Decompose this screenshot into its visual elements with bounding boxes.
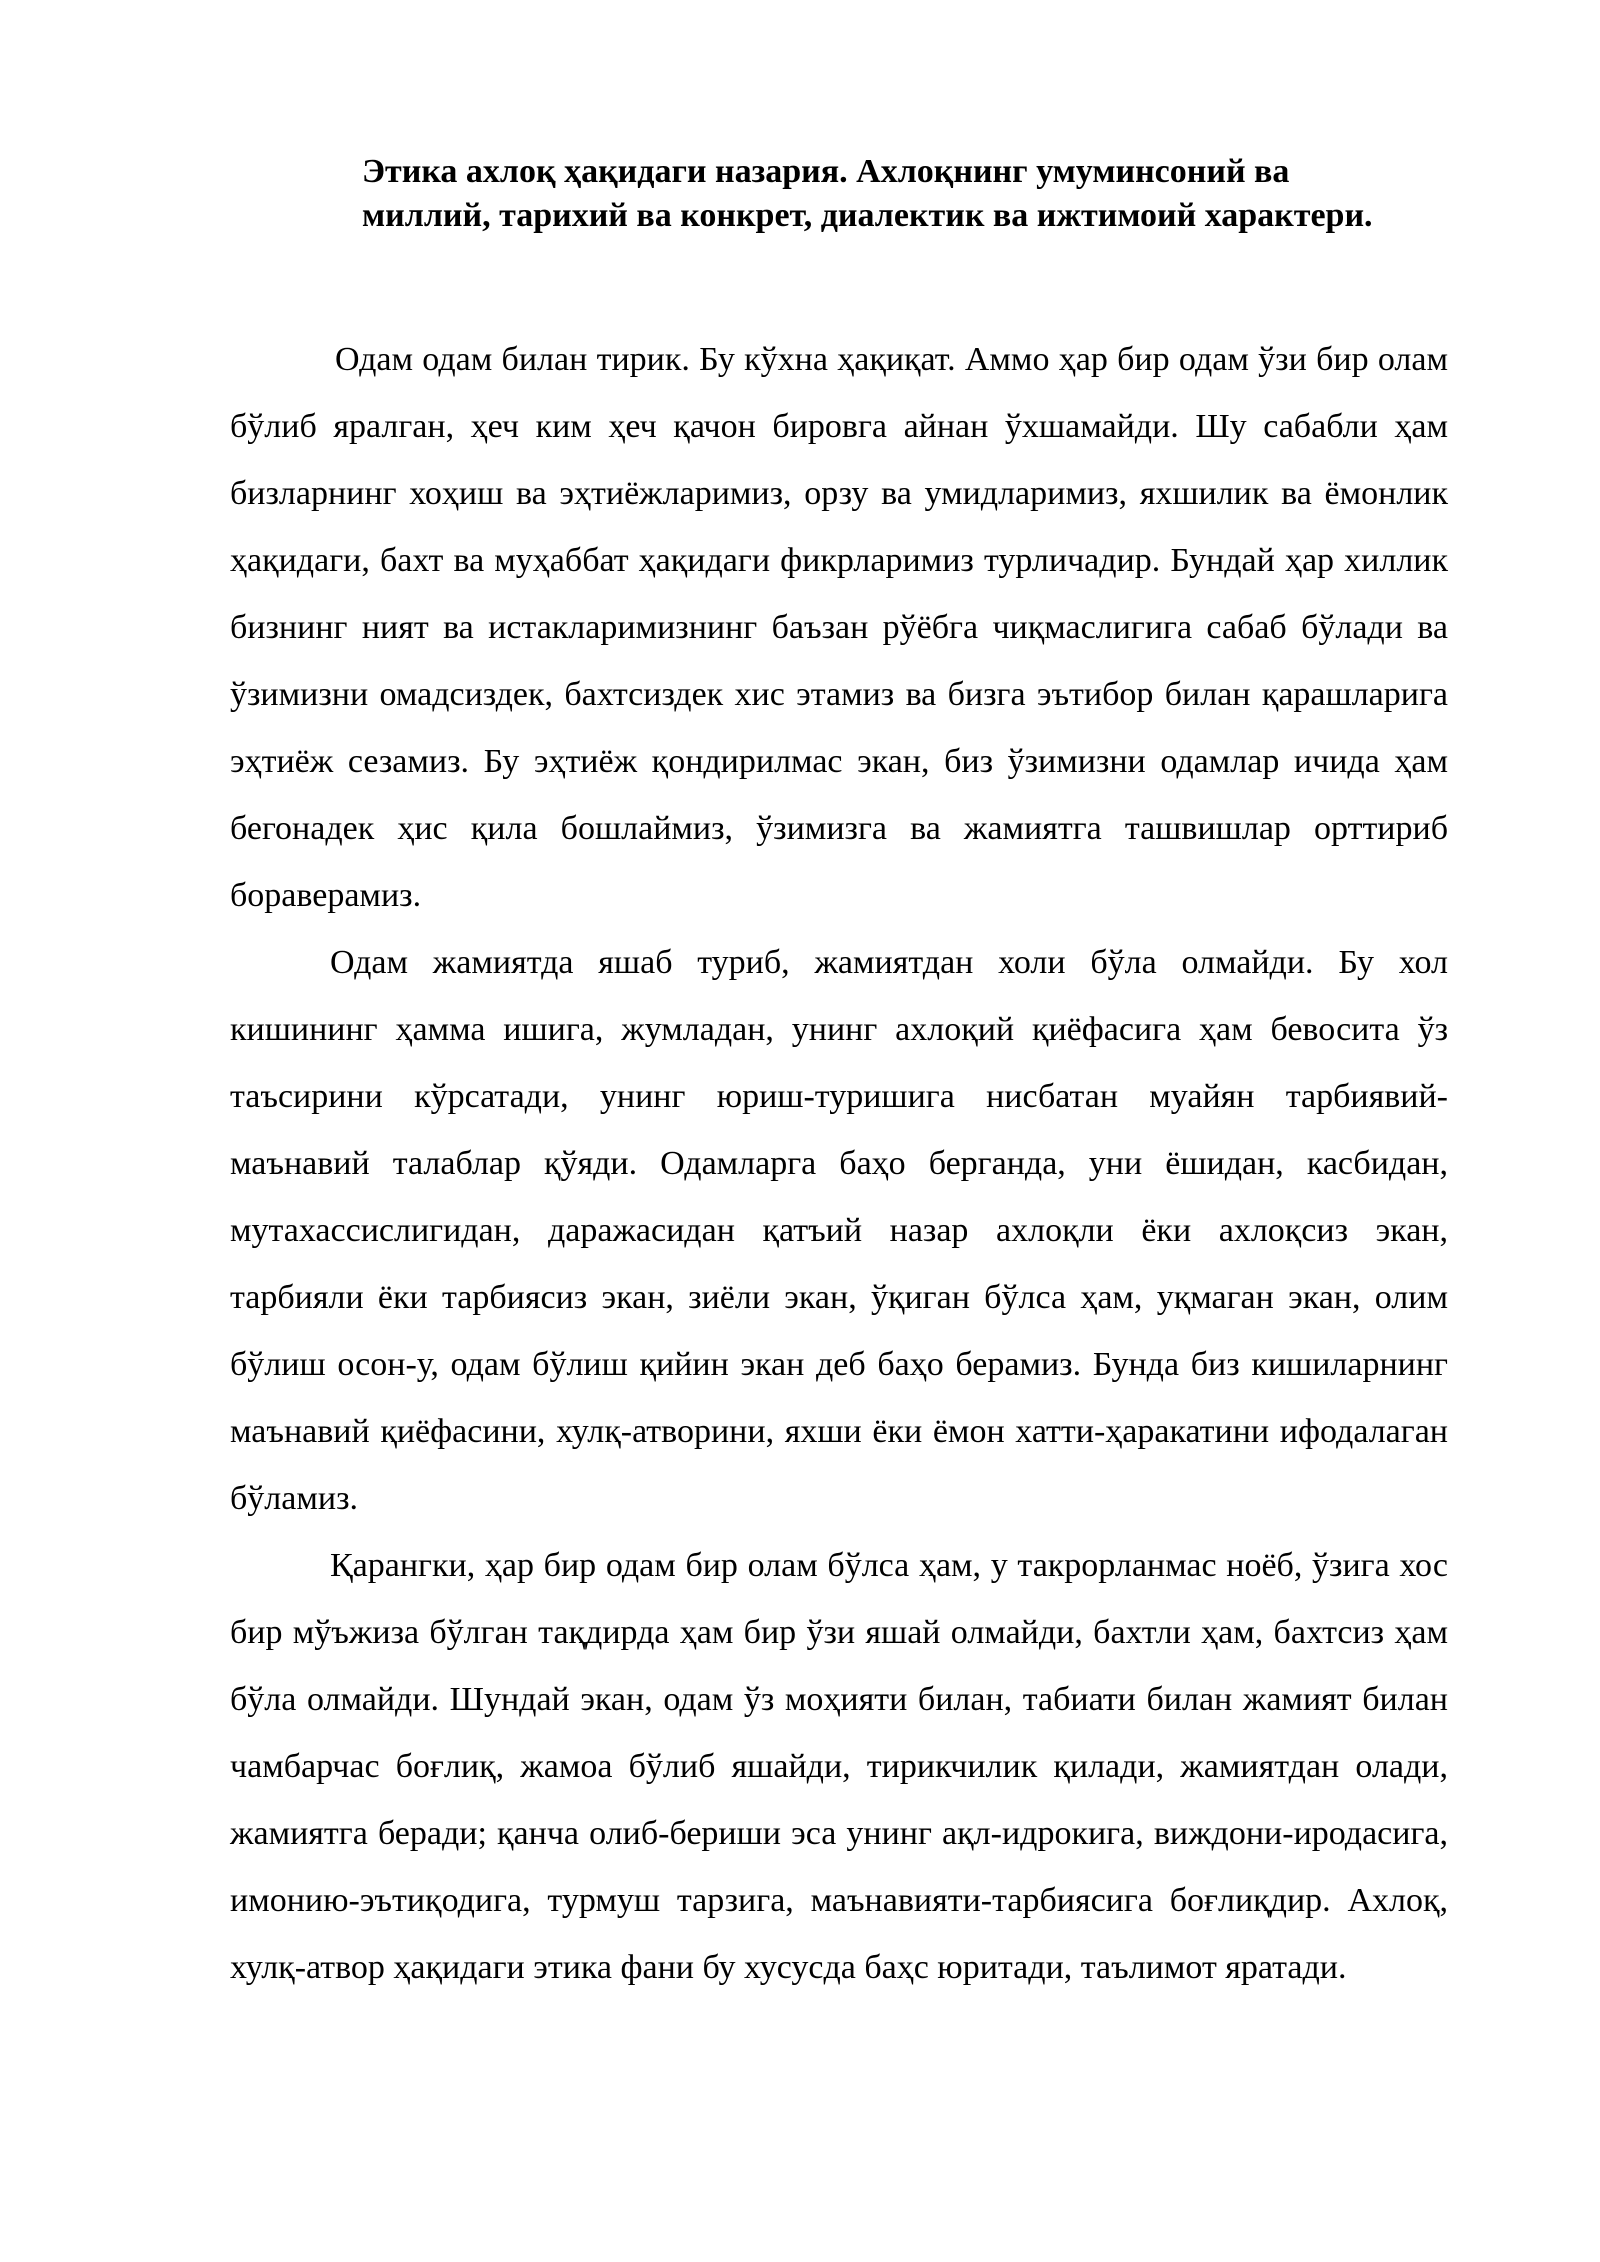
title-line-2: миллий, тарихий ва конкрет, диалектик ва ижтимоий характери. [362,197,1373,234]
document-title [362,150,1492,238]
document-body [230,326,1448,2001]
title-line-1: Этика ахлоқ ҳақидаги назария. Ахлоқнинг умуминсоний ва [362,153,1290,190]
paragraph-3: Қарангки, ҳар бир одам бир олам бўлса ҳам, у такрорланмас ноёб, ўзига хос бир мўъжиза бўлган тақдирда ҳам бир ўзи яшай олмайди, бахтли ҳам, бахтсиз ҳам бўла олмайди. Шундай экан, одам ўз моҳияти билан, табиати билан жамият билан чамбарчас боғлиқ, жамоа бўлиб яшайди, тирикчилик қилади, жамиятдан олади, жамиятга беради; қанча олиб-бериши эса унинг ақл-идрокига, виждони-иродасига, имонию-эътиқодига, турмуш тарзига, маънавияти-тарбиясига боғлиқдир. Ахлоқ, хулқ-атвор ҳақидаги этика фани бу хусусда баҳс юритади, таълимот яратади. [230,1547,1448,1986]
paragraph-2: Одам жамиятда яшаб туриб, жамиятдан холи бўла олмайди. Бу хол кишининг ҳамма ишига, жумладан, унинг ахлоқий қиёфасига ҳам бевосита ўз таъсирини кўрсатади, унинг юриш-туришига нисбатан муайян тарбиявий-маънавий талаблар қўяди. Одамларга баҳо берганда, уни ёшидан, касбидан, мутахассислигидан, даражасидан қатъий назар ахлоқли ёки ахлоқсиз экан, тарбияли ёки тарбиясиз экан, зиёли экан, ўқиган бўлса ҳам, уқмаган экан, олим бўлиш осон-у, одам бўлиш қийин экан деб баҳо берамиз. Бунда биз кишиларнинг маънавий қиёфасини, хулқ-атворини, яхши ёки ёмон хатти-ҳаракатини ифодалаган бўламиз. [230,944,1448,1517]
paragraph-1: Одам одам билан тирик. Бу кўхна ҳақиқат. Аммо ҳар бир одам ўзи бир олам бўлиб яралган, ҳеч ким ҳеч қачон бировга айнан ўхшамайди. Шу сабабли ҳам бизларнинг хоҳиш ва эҳтиёжларимиз, орзу ва умидларимиз, яхшилик ва ёмонлик ҳақидаги, бахт ва муҳаббат ҳақидаги фикрларимиз турличадир. Бундай ҳар хиллик бизнинг ният ва истакларимизнинг баъзан рўёбга чиқмаслигига сабаб бўлади ва ўзимизни омадсиздек, бахтсиздек хис этамиз ва бизга эътибор билан қарашларига эҳтиёж сезамиз. Бу эҳтиёж қондирилмас экан, биз ўзимизни одамлар ичида ҳам бегонадек ҳис қила бошлаймиз, ўзимизга ва жамиятга ташвишлар орттириб бораверамиз. [230,341,1448,914]
